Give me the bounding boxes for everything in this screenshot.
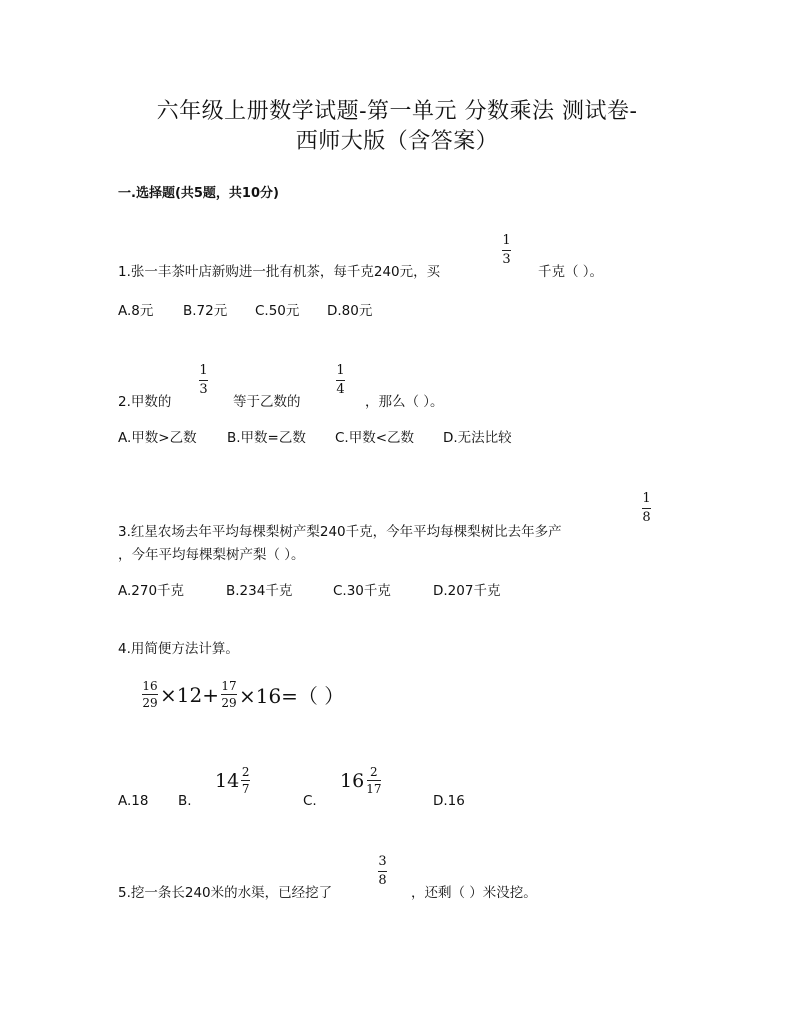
q4-option-d: D.16 xyxy=(433,793,465,809)
q4-formula xyxy=(140,680,344,709)
fraction-bar xyxy=(142,694,158,695)
q4-text: 4.用简便方法计算。 xyxy=(118,641,239,657)
q2-option-b: B.甲数=乙数 xyxy=(227,430,306,446)
q3-option-a: A.270千克 xyxy=(118,583,185,599)
q4-option-b-fraction xyxy=(241,766,250,795)
q3-fraction xyxy=(642,492,651,525)
q1-option-d: D.80元 xyxy=(327,303,373,319)
q2-fraction-a-den: 3 xyxy=(199,382,208,397)
q1-text-before: 1.张一丰茶叶店新购进一批有机茶，每千克240元，买 xyxy=(118,264,441,280)
q3-fraction-den: 8 xyxy=(642,510,651,525)
q2-option-c: C.甲数<乙数 xyxy=(335,430,415,446)
q3-text-line1: 3.红星农场去年平均每棵梨树产梨240千克，今年平均每棵梨树比去年多产 xyxy=(118,524,562,540)
q4-option-a: A.18 xyxy=(118,793,149,809)
q4-option-c-fraction xyxy=(366,766,381,795)
q4-formula-part2: ×16=（ ） xyxy=(238,684,345,708)
fraction-bar xyxy=(221,694,237,695)
q1-fraction-num: 1 xyxy=(502,233,511,248)
q4-frac2-den: 29 xyxy=(221,696,237,710)
q4-formula-part1: ×12+ xyxy=(160,682,219,707)
page-title-line1: 六年级上册数学试题-第一单元 分数乘法 测试卷- xyxy=(156,99,638,124)
q2-option-d: D.无法比较 xyxy=(443,430,512,446)
fraction-bar xyxy=(199,380,208,381)
q2-fraction-a-num: 1 xyxy=(199,363,208,378)
q5-fraction-den: 8 xyxy=(378,873,387,888)
section-heading: 一.选择题(共5题，共10分) xyxy=(118,186,279,201)
page-title-line2: 西师大版（含答案） xyxy=(295,129,499,154)
q2-text-b: 等于乙数的 xyxy=(233,394,301,410)
fraction-bar xyxy=(241,780,250,781)
q1-option-a: A.8元 xyxy=(118,303,154,319)
q2-text-a: 2.甲数的 xyxy=(118,394,172,410)
q4-option-c-den: 17 xyxy=(366,782,382,796)
q3-fraction-num: 1 xyxy=(642,491,651,506)
q1-option-c: C.50元 xyxy=(255,303,300,319)
q2-fraction-b-den: 4 xyxy=(336,382,345,397)
q2-option-a: A.甲数>乙数 xyxy=(118,430,197,446)
q4-option-b-num: 2 xyxy=(241,765,250,779)
q5-fraction xyxy=(378,855,387,888)
q4-option-b-den: 7 xyxy=(241,782,250,796)
q4-formula-frac1 xyxy=(142,680,158,709)
q5-fraction-num: 3 xyxy=(378,854,387,869)
q4-option-c-mixed-number xyxy=(340,766,383,795)
q2-fraction-b-num: 1 xyxy=(336,363,345,378)
q5-text-before: 5.挖一条长240米的水渠，已经挖了 xyxy=(118,885,333,901)
fraction-bar xyxy=(336,380,345,381)
q4-option-c-whole: 16 xyxy=(340,769,365,792)
q4-formula-frac2 xyxy=(221,680,237,709)
fraction-bar xyxy=(642,508,651,509)
q3-option-b: B.234千克 xyxy=(226,583,293,599)
q2-fraction-b xyxy=(336,364,345,397)
q4-frac1-den: 29 xyxy=(142,696,158,710)
q4-frac2-num: 17 xyxy=(221,679,237,693)
fraction-bar xyxy=(367,780,381,781)
fraction-bar xyxy=(378,871,387,872)
q4-option-b-mixed-number xyxy=(215,766,252,795)
q4-option-b: B. xyxy=(178,793,192,809)
q2-fraction-a xyxy=(199,364,208,397)
q4-option-b-whole: 14 xyxy=(215,769,240,792)
q1-fraction-den: 3 xyxy=(502,252,511,267)
q4-frac1-num: 16 xyxy=(142,679,158,693)
q3-option-c: C.30千克 xyxy=(333,583,391,599)
q4-option-c-num: 2 xyxy=(370,765,378,779)
q1-fraction xyxy=(502,234,511,267)
fraction-bar xyxy=(502,250,511,251)
q5-text-after: ，还剩（ ）米没挖。 xyxy=(411,885,537,901)
q2-text-c: ，那么（ ）。 xyxy=(365,394,444,410)
q3-text-line2: ，今年平均每棵梨树产梨（ ）。 xyxy=(118,547,305,563)
q1-option-b: B.72元 xyxy=(183,303,228,319)
q3-option-d: D.207千克 xyxy=(433,583,501,599)
q4-option-c: C. xyxy=(303,793,317,809)
q1-text-after: 千克（ ）。 xyxy=(538,264,604,280)
